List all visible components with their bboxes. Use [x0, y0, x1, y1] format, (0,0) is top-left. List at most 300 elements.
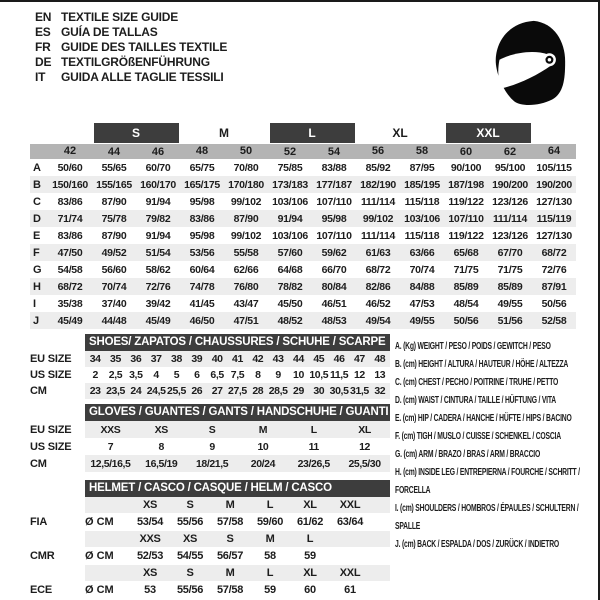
table-row: [30, 531, 390, 547]
size-cell: 83/86: [180, 210, 224, 227]
legend-item: A. (Kg) WEIGHT / PESO / POIDS / GEWITCH / PESO: [395, 341, 551, 352]
size-cell: 39/42: [145, 297, 171, 310]
table-row: [30, 227, 576, 244]
size-cell: 59/62: [312, 244, 356, 261]
size-cell: 103/106: [272, 195, 308, 208]
row-cells: [85, 421, 390, 438]
table-row: [30, 312, 576, 329]
size-cell: 160/170: [136, 176, 180, 193]
language-code: EN: [35, 10, 52, 24]
legend-item: I. (cm) SHOULDERS / HOMBROS / ÉPAULES / SCHULTERN / SPALLE: [395, 503, 579, 532]
size-cell: 78/82: [268, 278, 312, 295]
size-cell: 45: [313, 353, 325, 365]
size-cell: 50/56: [541, 297, 567, 310]
size-cell: 61: [344, 584, 356, 596]
helmet-section: [30, 480, 390, 599]
size-cell: 115/119: [532, 210, 576, 227]
size-cell: 54/55: [176, 550, 204, 562]
table-row: [30, 497, 390, 513]
size-cell: 23: [89, 385, 101, 397]
size-cell: 51/56: [488, 312, 532, 329]
size-cell: 75/78: [92, 210, 136, 227]
size-cell: S: [186, 567, 194, 579]
size-cell: 10: [257, 440, 269, 453]
size-cell: 123/126: [492, 229, 528, 242]
table-row: [30, 513, 390, 531]
table-row: [30, 295, 576, 312]
row-label: I: [33, 297, 36, 310]
size-number-row: [30, 144, 576, 160]
size-cell: 11,5: [329, 369, 349, 381]
size-cell: 9: [275, 369, 281, 381]
size-cell: 76/80: [224, 278, 268, 295]
legend-item: D. (cm) WAIST / CINTURA / TAILLE / HÜFTUNG / VITA: [395, 395, 557, 406]
size-cell: 46/52: [365, 297, 391, 310]
row-label: F: [30, 244, 48, 261]
size-cell: 37/40: [101, 297, 127, 310]
size-cell: 11: [308, 440, 319, 453]
row-label: CMR: [30, 550, 55, 562]
size-cell: 45/49: [48, 312, 92, 329]
size-cell: 53/54: [136, 516, 164, 528]
size-cell: 58/62: [145, 263, 171, 276]
language-title: TEXTILE SIZE GUIDE: [61, 10, 179, 24]
size-cell: 47/51: [224, 312, 268, 329]
row-cells: [85, 547, 390, 565]
size-col-header: 48: [180, 144, 224, 160]
table-row: [30, 455, 390, 472]
size-cell: XS: [154, 423, 168, 436]
size-cell: 56/57: [216, 550, 244, 562]
row-label: CM: [30, 385, 47, 397]
size-cell: 41/45: [189, 297, 215, 310]
size-cell: 59: [264, 584, 276, 596]
size-cell: 64/68: [277, 263, 303, 276]
size-cell: 80/84: [312, 278, 356, 295]
row-label: EU SIZE: [30, 353, 72, 365]
size-cell: 119/122: [448, 195, 484, 208]
size-cell: 59/60: [256, 516, 284, 528]
size-cell: 72/76: [136, 278, 180, 295]
size-cell: 127/130: [536, 195, 572, 208]
size-cell: 52/58: [532, 312, 576, 329]
size-cell: 55/58: [224, 244, 268, 261]
table-row: [30, 159, 576, 176]
size-cell: 107/110: [444, 210, 488, 227]
size-cell: L: [266, 567, 274, 579]
size-cell: XS: [142, 567, 158, 579]
row-cells: [85, 455, 390, 472]
shoes-table: [30, 351, 390, 399]
size-cell: 71/74: [48, 210, 92, 227]
row-cells: [85, 383, 390, 399]
row-cells: [85, 438, 390, 455]
size-cell: 13: [374, 369, 386, 381]
size-cell: 5: [173, 369, 180, 381]
size-cell: 50/60: [57, 161, 83, 174]
gloves-table: [30, 421, 390, 472]
size-cell: 55/56: [176, 584, 204, 596]
size-cell: 123/126: [492, 195, 528, 208]
size-cell: 40: [211, 353, 223, 365]
row-label: G: [33, 263, 42, 276]
size-cell: 37: [150, 353, 162, 365]
diameter-cm-label: Ø CM: [85, 550, 114, 562]
size-cell: 23/26,5: [297, 457, 330, 470]
size-cell: 57/58: [216, 584, 244, 596]
size-cell: 87/90: [224, 210, 268, 227]
size-cell: 95/100: [494, 161, 526, 174]
row-label: CM: [30, 457, 47, 470]
size-cell: 7: [107, 440, 114, 453]
empty-cell: [532, 123, 576, 144]
size-cell: 99/102: [230, 229, 262, 242]
size-table-body: [30, 159, 576, 329]
row-cells: [85, 581, 390, 599]
size-cell: 9: [209, 440, 215, 453]
table-row: [30, 547, 390, 565]
size-cell: XL: [303, 499, 317, 511]
size-cell: 91/94: [268, 210, 312, 227]
size-cell: 74/78: [180, 278, 224, 295]
size-cell: 30,5: [329, 385, 349, 397]
legend-item: G. (cm) ARM / BRAZO / BRAS / ARM / BRACCIO: [395, 449, 541, 460]
size-cell: 58: [264, 550, 276, 562]
helmet-section-title: HELMET / CASCO / CASQUE / HELM / CASCO: [85, 480, 390, 497]
table-row: [30, 581, 390, 599]
size-group-header: XXL: [444, 123, 532, 144]
size-col-header: 46: [136, 144, 180, 160]
size-group-row: [30, 123, 576, 144]
size-cell: 29: [293, 385, 304, 397]
size-cell: 2: [92, 369, 98, 381]
size-cell: 60/64: [189, 263, 215, 276]
size-cell: 103/106: [400, 210, 444, 227]
size-cell: 185/195: [400, 176, 444, 193]
size-cell: 32: [374, 385, 386, 397]
size-cell: 49/55: [497, 297, 523, 310]
size-cell: XS: [142, 499, 158, 511]
size-col-header: 54: [312, 144, 356, 160]
size-cell: 36: [130, 353, 142, 365]
size-cell: 67/70: [488, 244, 532, 261]
size-cell: 16,5/19: [145, 457, 178, 470]
size-cell: L: [266, 499, 274, 511]
size-col-header: 64: [532, 144, 576, 160]
size-cell: 46: [333, 353, 345, 365]
row-cells: [85, 497, 390, 513]
size-cell: 91/94: [145, 195, 171, 208]
language-row: [35, 55, 227, 70]
shoes-section-title: SHOES/ ZAPATOS / CHAUSSURES / SCHUHE / SCARPE: [85, 334, 390, 351]
size-cell: 107/110: [316, 195, 352, 208]
size-cell: 79/82: [136, 210, 180, 227]
size-cell: 63/64: [336, 516, 364, 528]
row-label: E: [33, 229, 41, 242]
size-cell: 63/66: [400, 244, 444, 261]
row-label: A: [33, 161, 41, 174]
language-code: FR: [35, 40, 51, 54]
size-cell: 48/52: [268, 312, 312, 329]
size-cell: 12: [353, 369, 365, 381]
size-cell: 119/122: [448, 229, 484, 242]
size-col-header: 62: [488, 144, 532, 160]
language-title: TEXTILGRÖßENFÜHRUNG: [61, 55, 210, 69]
language-title: GUIDA ALLE TAGLIE TESSILI: [61, 70, 224, 84]
table-row: [30, 383, 390, 399]
size-cell: 62/66: [233, 263, 259, 276]
size-cell: XXS: [139, 533, 161, 545]
shoes-section: [30, 334, 390, 399]
language-title: GUIDE DES TAILLES TEXTILE: [61, 40, 228, 54]
size-cell: 99/102: [356, 210, 400, 227]
legend-item: B. (cm) HEIGHT / ALTURA / HAUTEUR / HÖHE / ALTEZZA: [395, 359, 569, 370]
size-cell: 47/50: [48, 244, 92, 261]
size-cell: 6: [194, 369, 200, 381]
size-cell: 83/88: [321, 161, 347, 174]
language-row: [35, 40, 227, 55]
size-cell: 57/60: [268, 244, 312, 261]
size-cell: M: [225, 567, 235, 579]
table-row: [30, 176, 576, 193]
size-cell: 43: [272, 353, 284, 365]
size-cell: 83/86: [57, 229, 83, 242]
size-cell: 25,5/30: [348, 457, 381, 470]
size-cell: 35: [110, 353, 121, 365]
size-cell: 75/85: [277, 161, 303, 174]
size-group-header: L: [268, 123, 356, 144]
size-cell: 71/75: [453, 263, 479, 276]
size-cell: 38: [171, 353, 182, 365]
size-cell: 48/53: [312, 312, 356, 329]
size-cell: M: [265, 533, 275, 545]
table-row: [30, 421, 390, 438]
size-cell: 8: [158, 440, 164, 453]
row-label: US SIZE: [30, 369, 72, 381]
size-cell: 90/100: [450, 161, 482, 174]
language-title-list: [35, 10, 227, 85]
row-label: B: [30, 176, 48, 193]
size-group-header: M: [219, 126, 229, 141]
size-cell: 2,5: [108, 369, 123, 381]
helmet-table: [30, 497, 390, 599]
size-cell: 45/49: [136, 312, 180, 329]
legend-item: E. (cm) HIP / CADERA / HANCHE / HÜFTE / HIPS / BACINO: [395, 413, 572, 424]
row-cells: [85, 351, 390, 367]
size-cell: 155/165: [92, 176, 136, 193]
legend-item: F. (cm) TIGH / MUSLO / CUISSE / SCHENKEL / COSCIA: [395, 431, 561, 442]
row-label: US SIZE: [30, 440, 72, 453]
size-col-header: 60: [444, 144, 488, 160]
language-code: IT: [35, 70, 46, 84]
size-cell: 23,5: [106, 385, 125, 397]
legend-item: J. (cm) BACK / ESPALDA / DOS / ZURÜCK / INDIETRO: [395, 539, 559, 550]
size-cell: XXL: [339, 499, 361, 511]
size-cell: 68/72: [365, 263, 391, 276]
size-cell: 45/50: [277, 297, 303, 310]
size-cell: 72/76: [541, 263, 567, 276]
size-cell: 84/88: [400, 278, 444, 295]
size-cell: 111/114: [488, 210, 532, 227]
size-cell: 99/102: [230, 195, 262, 208]
row-label: H: [30, 278, 48, 295]
textile-size-table: [30, 123, 576, 329]
size-cell: 95/98: [312, 210, 356, 227]
size-cell: 46/50: [180, 312, 224, 329]
size-cell: 103/106: [272, 229, 308, 242]
row-cells: [85, 367, 390, 383]
size-cell: 59: [304, 550, 316, 562]
size-cell: 68/72: [48, 278, 92, 295]
row-cells: [85, 565, 390, 581]
row-label: J: [30, 312, 48, 329]
table-row: [30, 438, 390, 455]
size-cell: 61/63: [356, 244, 400, 261]
size-cell: 177/187: [312, 176, 356, 193]
size-cell: 82/86: [356, 278, 400, 295]
helmet-icon: [493, 18, 567, 108]
language-title: GUÍA DE TALLAS: [61, 25, 158, 39]
size-cell: 170/180: [224, 176, 268, 193]
size-cell: 85/92: [365, 161, 391, 174]
size-cell: 49/55: [400, 312, 444, 329]
table-row: [30, 565, 390, 581]
size-cell: 39: [191, 353, 203, 365]
size-cell: 43/47: [233, 297, 259, 310]
size-cell: 26: [191, 385, 203, 397]
size-cell: 51/54: [136, 244, 180, 261]
size-cell: 83/86: [57, 195, 83, 208]
size-cell: 8: [255, 369, 261, 381]
language-code: DE: [35, 55, 52, 69]
size-cell: 190/200: [488, 176, 532, 193]
size-cell: XS: [182, 533, 198, 545]
size-col-header: 50: [224, 144, 268, 160]
size-cell: 182/190: [356, 176, 400, 193]
size-cell: L: [306, 533, 314, 545]
row-cells: [85, 531, 390, 547]
size-cell: 105/115: [536, 161, 572, 174]
size-cell: S: [208, 423, 216, 436]
size-cell: 66/70: [321, 263, 347, 276]
language-row: [35, 70, 227, 85]
measurement-legend: [395, 338, 589, 554]
size-cell: 68/72: [532, 244, 576, 261]
size-cell: 115/118: [404, 195, 440, 208]
empty-cell: [30, 123, 48, 144]
table-row: [30, 367, 390, 383]
size-cell: 6,5: [210, 369, 224, 381]
size-table-head: [30, 123, 576, 159]
size-cell: 61/62: [296, 516, 324, 528]
size-cell: 87/95: [409, 161, 435, 174]
size-cell: 52/53: [136, 550, 164, 562]
size-col-header: 44: [92, 144, 136, 160]
size-cell: 95/98: [189, 229, 215, 242]
size-cell: 87/90: [101, 195, 127, 208]
size-cell: 3,5: [129, 369, 143, 381]
size-cell: 173/183: [268, 176, 312, 193]
size-cell: 10,5: [309, 369, 329, 381]
size-cell: 25,5: [167, 385, 186, 397]
size-cell: 85/89: [444, 278, 488, 295]
size-cell: 107/110: [316, 229, 352, 242]
size-cell: 30: [313, 385, 325, 397]
size-cell: 12,5/16,5: [90, 457, 131, 470]
language-row: [35, 10, 227, 25]
size-cell: 41: [232, 353, 243, 365]
size-cell: 48/54: [453, 297, 479, 310]
size-cell: 48: [374, 353, 386, 365]
size-cell: 70/74: [409, 263, 435, 276]
size-col-header: 58: [400, 144, 444, 160]
size-cell: L: [310, 423, 317, 436]
size-cell: 47/53: [409, 297, 435, 310]
size-cell: M: [225, 499, 235, 511]
table-row: [30, 278, 576, 295]
size-group-header: S: [92, 123, 180, 144]
size-cell: 50/56: [444, 312, 488, 329]
table-row: [30, 210, 576, 227]
size-cell: 55/65: [101, 161, 127, 174]
empty-cell: [30, 144, 48, 160]
size-cell: 44/48: [92, 312, 136, 329]
row-label: EU SIZE: [30, 423, 72, 436]
size-cell: M: [258, 423, 268, 436]
gloves-section-title: GLOVES / GUANTES / GANTS / HANDSCHUHE / GUANTI: [85, 404, 390, 421]
size-cell: 27,5: [228, 385, 247, 397]
size-cell: 71/75: [497, 263, 523, 276]
size-cell: 111/114: [360, 195, 396, 208]
row-label: C: [33, 195, 41, 208]
size-cell: 28,5: [268, 385, 288, 397]
size-cell: 65/75: [189, 161, 215, 174]
size-cell: 47: [353, 353, 365, 365]
size-cell: 91/94: [145, 229, 171, 242]
size-cell: XL: [358, 423, 371, 436]
size-cell: S: [186, 499, 194, 511]
size-cell: 187/198: [444, 176, 488, 193]
legend-item: H. (cm) INSIDE LEG / ENTREPIERNA / FOURCHE / SCHRITT / FORCELLA: [395, 467, 580, 496]
size-cell: 20/24: [250, 457, 276, 470]
size-cell: 49/54: [356, 312, 400, 329]
size-cell: 42: [252, 353, 264, 365]
size-col-header: 42: [48, 144, 92, 160]
size-cell: 60/70: [145, 161, 171, 174]
size-cell: 57/58: [216, 516, 244, 528]
size-cell: 44: [293, 353, 304, 365]
language-row: [35, 25, 227, 40]
table-row: [30, 351, 390, 367]
size-cell: 165/175: [180, 176, 224, 193]
size-col-header: 52: [268, 144, 312, 160]
size-cell: 87/90: [101, 229, 127, 242]
size-cell: XL: [303, 567, 317, 579]
size-cell: 70/74: [92, 278, 136, 295]
size-cell: 28: [252, 385, 264, 397]
size-group-header: XL: [392, 126, 408, 141]
row-label: ECE: [30, 584, 53, 596]
size-cell: 18/21,5: [195, 457, 229, 470]
size-cell: 115/118: [404, 229, 440, 242]
size-cell: 31,5: [350, 385, 369, 397]
size-cell: 70/80: [233, 161, 259, 174]
size-cell: 4: [153, 369, 159, 381]
language-code: ES: [35, 25, 51, 39]
size-cell: 24: [130, 385, 142, 397]
size-cell: 34: [89, 353, 101, 365]
empty-cell: [48, 123, 92, 144]
